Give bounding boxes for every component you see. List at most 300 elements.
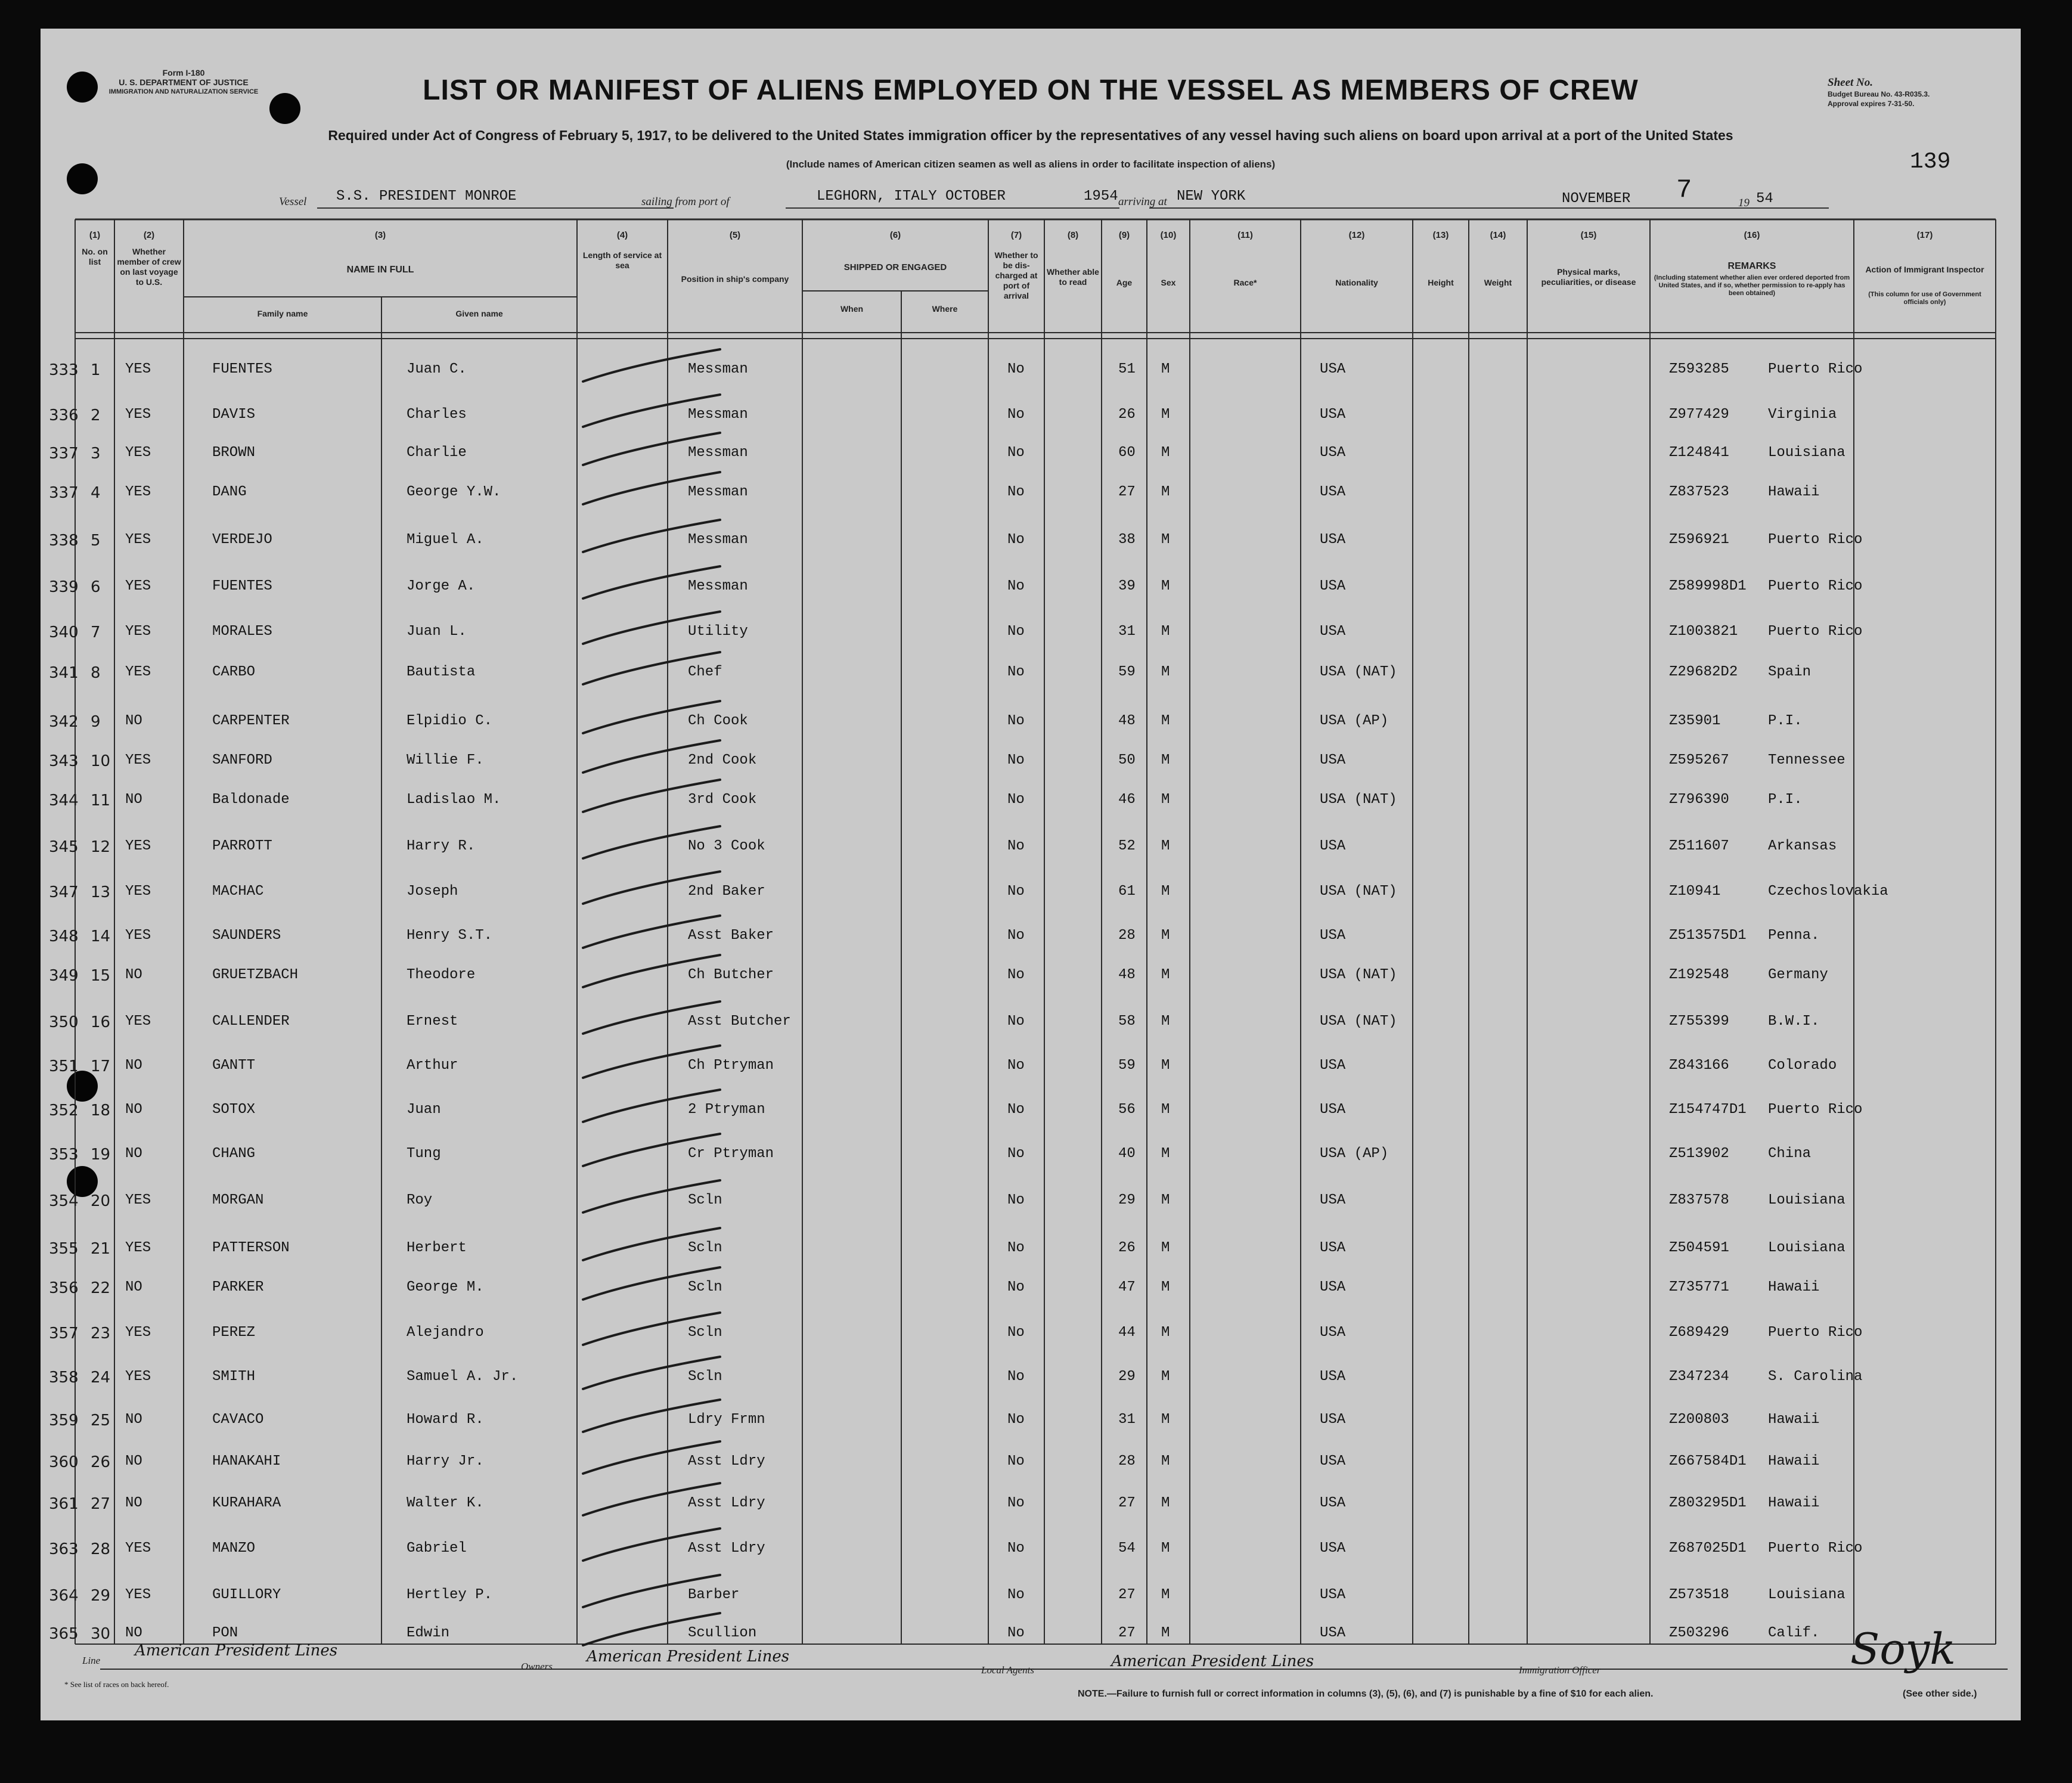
- cell-member: YES: [125, 484, 151, 500]
- cell-sex: M: [1161, 407, 1170, 423]
- cell-nat: USA: [1320, 361, 1346, 377]
- vessel-name: S.S. PRESIDENT MONROE: [336, 188, 517, 204]
- cell-sex: M: [1161, 1058, 1170, 1074]
- cell-family: CARBO: [212, 664, 256, 680]
- table-row: [41, 792, 2021, 810]
- cell-age: 59: [1118, 664, 1136, 680]
- check-mark-icon: [577, 1226, 732, 1267]
- col-number: (6): [889, 230, 901, 240]
- header-given-name: Given name: [455, 309, 503, 318]
- cell-z: Z154747D1: [1669, 1102, 1747, 1118]
- vessel-label: Vessel: [279, 196, 307, 208]
- cell-sex: M: [1161, 624, 1170, 640]
- cell-given: Gabriel: [407, 1540, 467, 1556]
- cell-z: Z667584D1: [1669, 1453, 1747, 1469]
- cell-member: YES: [125, 1325, 151, 1341]
- cell-age: 48: [1118, 713, 1136, 729]
- cell-place: Calif.: [1768, 1625, 1820, 1641]
- col-number: (2): [143, 230, 155, 240]
- cell-place: Czechoslovakia: [1768, 883, 1888, 900]
- cell-member: YES: [125, 752, 151, 768]
- table-row: [41, 532, 2021, 550]
- cell-disch: No: [1007, 1279, 1025, 1295]
- cell-place: Louisiana: [1768, 445, 1845, 461]
- cell-nat: USA: [1320, 1412, 1346, 1428]
- cell-place: Hawaii: [1768, 1412, 1820, 1428]
- cell-family: MORALES: [212, 624, 272, 640]
- cell-z: Z755399: [1669, 1013, 1729, 1030]
- cell-member: YES: [125, 532, 151, 548]
- cell-position: Barber: [688, 1587, 740, 1603]
- table-row: [41, 1192, 2021, 1210]
- cell-age: 44: [1118, 1325, 1136, 1341]
- cell-given: Juan: [407, 1102, 441, 1118]
- cell-age: 27: [1118, 484, 1136, 500]
- cell-age: 60: [1118, 445, 1136, 461]
- budget-bureau: Budget Bureau No. 43-R035.3.: [1828, 90, 1930, 98]
- cell-given: Howard R.: [407, 1412, 484, 1428]
- manifest-document: [41, 29, 2021, 1720]
- table-row: [41, 1013, 2021, 1031]
- cell-disch: No: [1007, 407, 1025, 423]
- cell-disch: No: [1007, 1013, 1025, 1030]
- cell-given: Charles: [407, 407, 467, 423]
- cell-member: NO: [125, 1453, 142, 1469]
- cell-family: PARROTT: [212, 838, 272, 854]
- cell-position: Ch Ptryman: [688, 1058, 774, 1074]
- agents-label: Local Agents: [981, 1664, 1034, 1676]
- see-other-side: (See other side.): [1903, 1689, 1977, 1699]
- cell-position: Cr Ptryman: [688, 1146, 774, 1162]
- cell-nat: USA: [1320, 445, 1346, 461]
- cell-handno: 356: [49, 1279, 79, 1297]
- cell-handno: 337: [49, 445, 79, 463]
- cell-sex: M: [1161, 1453, 1170, 1469]
- col-number: (13): [1432, 230, 1449, 240]
- page-title: LIST OR MANIFEST OF ALIENS EMPLOYED ON THE VESSEL AS MEMBERS OF CREW: [423, 75, 1639, 106]
- check-mark-icon: [577, 1178, 732, 1220]
- col-number: (10): [1160, 230, 1177, 240]
- cell-z: Z29682D2: [1669, 664, 1738, 680]
- cell-disch: No: [1007, 361, 1025, 377]
- sheet-number: 139: [1910, 149, 1951, 175]
- cell-member: NO: [125, 1058, 142, 1074]
- penalty-note: NOTE.—Failure to furnish full or correct information in columns (3), (5), (6), and (7) is punishable by a fine of $10 for each alien.: [1078, 1689, 1654, 1699]
- cell-sex: M: [1161, 1325, 1170, 1341]
- cell-disch: No: [1007, 1240, 1025, 1256]
- cell-no: 6: [91, 578, 101, 596]
- col-number: (3): [374, 230, 386, 240]
- cell-place: P.I.: [1768, 713, 1803, 729]
- cell-nat: USA: [1320, 484, 1346, 500]
- cell-family: MORGAN: [212, 1192, 264, 1208]
- cell-age: 31: [1118, 1412, 1136, 1428]
- col-number: (7): [1010, 230, 1022, 240]
- cell-no: 18: [91, 1102, 111, 1120]
- cell-family: CALLENDER: [212, 1013, 290, 1030]
- cell-z: Z347234: [1669, 1369, 1729, 1385]
- cell-family: GRUETZBACH: [212, 967, 299, 983]
- cell-handno: 336: [49, 407, 79, 424]
- check-mark-icon: [577, 1397, 732, 1439]
- cell-nat: USA (NAT): [1320, 792, 1397, 808]
- table-row: [41, 1369, 2021, 1387]
- cell-no: 2: [91, 407, 101, 424]
- cell-handno: 343: [49, 752, 79, 770]
- cell-sex: M: [1161, 1369, 1170, 1385]
- header-remarks: REMARKS: [1727, 261, 1776, 271]
- check-mark-icon: [577, 1573, 732, 1614]
- cell-nat: USA (NAT): [1320, 883, 1397, 900]
- cell-place: Arkansas: [1768, 838, 1837, 854]
- cell-disch: No: [1007, 445, 1025, 461]
- cell-no: 9: [91, 713, 101, 731]
- cell-disch: No: [1007, 532, 1025, 548]
- cell-position: Messman: [688, 445, 748, 461]
- check-mark-icon: [577, 999, 732, 1041]
- cell-no: 14: [91, 928, 111, 945]
- cell-member: YES: [125, 664, 151, 680]
- cell-place: China: [1768, 1146, 1812, 1162]
- header-height: Height: [1428, 278, 1454, 287]
- cell-age: 54: [1118, 1540, 1136, 1556]
- cell-given: Alejandro: [407, 1325, 484, 1341]
- cell-nat: USA (AP): [1320, 713, 1389, 729]
- cell-given: Harry R.: [407, 838, 476, 854]
- table-row: [41, 928, 2021, 945]
- cell-handno: 338: [49, 532, 79, 550]
- cell-age: 26: [1118, 1240, 1136, 1256]
- cell-nat: USA: [1320, 1540, 1346, 1556]
- check-mark-icon: [577, 1354, 732, 1396]
- header-age: Age: [1116, 278, 1133, 287]
- cell-no: 29: [91, 1587, 111, 1605]
- cell-sex: M: [1161, 664, 1170, 680]
- cell-z: Z593285: [1669, 361, 1729, 377]
- col-number: (15): [1580, 230, 1597, 240]
- cell-position: 3rd Cook: [688, 792, 757, 808]
- cell-position: Scln: [688, 1192, 722, 1208]
- cell-handno: 351: [49, 1058, 79, 1075]
- cell-z: Z504591: [1669, 1240, 1729, 1256]
- cell-nat: USA: [1320, 1369, 1346, 1385]
- cell-handno: 357: [49, 1325, 79, 1342]
- cell-position: Asst Baker: [688, 928, 774, 944]
- cell-member: YES: [125, 1192, 151, 1208]
- cell-given: Edwin: [407, 1625, 450, 1641]
- cell-handno: 342: [49, 713, 79, 731]
- cell-no: 4: [91, 484, 101, 502]
- include-note: (Include names of American citizen seamen as well as aliens in order to facilitate inspection of aliens): [786, 159, 1276, 170]
- cell-no: 20: [91, 1192, 111, 1210]
- cell-handno: 350: [49, 1013, 79, 1031]
- department-name: U. S. DEPARTMENT OF JUSTICE: [119, 77, 249, 87]
- table-row: [41, 1495, 2021, 1513]
- cell-handno: 337: [49, 484, 79, 502]
- header-remarks-note: (Including statement whether alien ever ordered deported from United States, and if so, whether permission to re-apply has been obtained): [1654, 274, 1850, 297]
- arrival-day: 7: [1676, 175, 1692, 205]
- cell-place: S. Carolina: [1768, 1369, 1863, 1385]
- cell-given: Miguel A.: [407, 532, 484, 548]
- cell-position: Messman: [688, 361, 748, 377]
- table-row: [41, 1453, 2021, 1471]
- cell-given: Roy: [407, 1192, 433, 1208]
- cell-position: 2nd Baker: [688, 883, 765, 900]
- cell-handno: 353: [49, 1146, 79, 1164]
- header-sex: Sex: [1161, 278, 1176, 287]
- cell-nat: USA: [1320, 1279, 1346, 1295]
- cell-place: Virginia: [1768, 407, 1837, 423]
- cell-nat: USA: [1320, 407, 1346, 423]
- cell-position: 2nd Cook: [688, 752, 757, 768]
- cell-age: 28: [1118, 1453, 1136, 1469]
- cell-z: Z595267: [1669, 752, 1729, 768]
- col-number: (4): [616, 230, 628, 240]
- cell-disch: No: [1007, 1625, 1025, 1641]
- cell-z: Z843166: [1669, 1058, 1729, 1074]
- cell-sex: M: [1161, 1102, 1170, 1118]
- cell-family: GUILLORY: [212, 1587, 281, 1603]
- table-row: [41, 664, 2021, 682]
- cell-member: YES: [125, 1240, 151, 1256]
- cell-given: Herbert: [407, 1240, 467, 1256]
- cell-age: 29: [1118, 1369, 1136, 1385]
- cell-z: Z192548: [1669, 967, 1729, 983]
- cell-sex: M: [1161, 532, 1170, 548]
- cell-no: 5: [91, 532, 101, 550]
- check-mark-icon: [577, 824, 732, 866]
- cell-member: YES: [125, 578, 151, 594]
- cell-position: Messman: [688, 532, 748, 548]
- officer-signature: Soyk: [1850, 1624, 1956, 1674]
- cell-nat: USA: [1320, 624, 1346, 640]
- cell-position: Messman: [688, 484, 748, 500]
- header-weight: Weight: [1484, 278, 1512, 287]
- cell-handno: 363: [49, 1540, 79, 1558]
- cell-no: 3: [91, 445, 101, 463]
- cell-sex: M: [1161, 361, 1170, 377]
- cell-place: Puerto Rico: [1768, 1102, 1863, 1118]
- cell-family: CHANG: [212, 1146, 256, 1162]
- cell-member: YES: [125, 407, 151, 423]
- table-row: [41, 1279, 2021, 1297]
- cell-no: 7: [91, 624, 101, 641]
- cell-z: Z511607: [1669, 838, 1729, 854]
- cell-no: 22: [91, 1279, 111, 1297]
- cell-handno: 349: [49, 967, 79, 985]
- cell-family: FUENTES: [212, 361, 272, 377]
- cell-no: 21: [91, 1240, 111, 1258]
- header-shipped-or-engaged: SHIPPED OR ENGAGED: [843, 262, 947, 272]
- cell-given: Ernest: [407, 1013, 458, 1030]
- cell-nat: USA: [1320, 838, 1346, 854]
- cell-place: Puerto Rico: [1768, 532, 1863, 548]
- table-row: [41, 1102, 2021, 1120]
- cell-age: 56: [1118, 1102, 1136, 1118]
- col-number: (12): [1348, 230, 1365, 240]
- cell-position: Scln: [688, 1279, 722, 1295]
- cell-age: 38: [1118, 532, 1136, 548]
- cell-disch: No: [1007, 792, 1025, 808]
- table-row: [41, 713, 2021, 731]
- cell-place: Puerto Rico: [1768, 361, 1863, 377]
- cell-no: 11: [91, 792, 111, 810]
- table-row: [41, 967, 2021, 985]
- cell-family: Baldonade: [212, 792, 290, 808]
- cell-member: NO: [125, 1412, 142, 1428]
- cell-sex: M: [1161, 713, 1170, 729]
- cell-family: FUENTES: [212, 578, 272, 594]
- cell-place: P.I.: [1768, 792, 1803, 808]
- cell-disch: No: [1007, 883, 1025, 900]
- table-row: [41, 883, 2021, 901]
- cell-given: Charlie: [407, 445, 467, 461]
- cell-z: Z124841: [1669, 445, 1729, 461]
- cell-given: George M.: [407, 1279, 484, 1295]
- cell-z: Z573518: [1669, 1587, 1729, 1603]
- cell-handno: 352: [49, 1102, 79, 1120]
- col-number: (9): [1118, 230, 1130, 240]
- cell-z: Z687025D1: [1669, 1540, 1747, 1556]
- check-mark-icon: [577, 1439, 732, 1481]
- cell-family: CARPENTER: [212, 713, 290, 729]
- cell-age: 27: [1118, 1625, 1136, 1641]
- table-row: [41, 1240, 2021, 1258]
- sailing-year: 1954: [1084, 188, 1118, 204]
- cell-nat: USA: [1320, 1495, 1346, 1511]
- cell-disch: No: [1007, 928, 1025, 944]
- cell-z: Z735771: [1669, 1279, 1729, 1295]
- check-mark-icon: [577, 1087, 732, 1129]
- cell-place: Penna.: [1768, 928, 1820, 944]
- cell-sex: M: [1161, 1412, 1170, 1428]
- cell-no: 13: [91, 883, 111, 901]
- cell-position: Messman: [688, 578, 748, 594]
- cell-no: 8: [91, 664, 101, 682]
- header-action: Action of Immigrant Inspector: [1865, 265, 1984, 274]
- cell-handno: 361: [49, 1495, 79, 1513]
- agents-value: American President Lines: [1111, 1652, 1314, 1670]
- cell-family: PARKER: [212, 1279, 264, 1295]
- line-label: Line: [82, 1655, 101, 1666]
- check-mark-icon: [577, 953, 732, 994]
- cell-position: Scullion: [688, 1625, 757, 1641]
- cell-member: NO: [125, 1279, 142, 1295]
- cell-given: Bautista: [407, 664, 476, 680]
- cell-nat: USA: [1320, 928, 1346, 944]
- approval-expires: Approval expires 7-31-50.: [1828, 100, 1915, 108]
- cell-given: Walter K.: [407, 1495, 484, 1511]
- table-row: [41, 624, 2021, 641]
- cell-sex: M: [1161, 883, 1170, 900]
- sheet-label: Sheet No.: [1828, 76, 1873, 89]
- line-value: American President Lines: [135, 1642, 338, 1660]
- table-row: [41, 1540, 2021, 1558]
- cell-age: 61: [1118, 883, 1136, 900]
- cell-handno: 365: [49, 1625, 79, 1643]
- header-no-on-list: No. on list: [82, 247, 108, 266]
- cell-handno: 364: [49, 1587, 79, 1605]
- cell-member: YES: [125, 928, 151, 944]
- header-race: Race*: [1233, 278, 1257, 287]
- cell-given: Tung: [407, 1146, 441, 1162]
- cell-sex: M: [1161, 928, 1170, 944]
- cell-age: 52: [1118, 838, 1136, 854]
- cell-disch: No: [1007, 1453, 1025, 1469]
- cell-member: NO: [125, 1495, 142, 1511]
- cell-position: Asst Ldry: [688, 1495, 765, 1511]
- cell-sex: M: [1161, 1587, 1170, 1603]
- header-name-in-full: NAME IN FULL: [346, 265, 414, 275]
- table-row: [41, 1587, 2021, 1605]
- cell-given: Jorge A.: [407, 578, 476, 594]
- cell-place: Puerto Rico: [1768, 624, 1863, 640]
- cell-position: Scln: [688, 1240, 722, 1256]
- cell-nat: USA: [1320, 1587, 1346, 1603]
- cell-handno: 339: [49, 578, 79, 596]
- table-row: [41, 752, 2021, 770]
- cell-handno: 345: [49, 838, 79, 856]
- check-mark-icon: [577, 1131, 732, 1173]
- cell-given: Ladislao M.: [407, 792, 501, 808]
- check-mark-icon: [577, 517, 732, 559]
- cell-no: 30: [91, 1625, 111, 1643]
- cell-family: HANAKAHI: [212, 1453, 281, 1469]
- arriving-label: arriving at: [1118, 196, 1167, 208]
- cell-age: 27: [1118, 1587, 1136, 1603]
- cell-member: YES: [125, 838, 151, 854]
- check-mark-icon: [577, 1526, 732, 1568]
- cell-disch: No: [1007, 1146, 1025, 1162]
- cell-z: Z589998D1: [1669, 578, 1747, 594]
- cell-sex: M: [1161, 792, 1170, 808]
- cell-disch: No: [1007, 752, 1025, 768]
- header-physical-marks: Physical marks, peculiarities, or disease: [1541, 267, 1636, 287]
- check-mark-icon: [577, 347, 732, 389]
- header-member: Whether member of crew on last voyage to U.S.: [117, 247, 181, 287]
- cell-member: NO: [125, 967, 142, 983]
- check-mark-icon: [577, 430, 732, 472]
- cell-z: Z200803: [1669, 1412, 1729, 1428]
- cell-nat: USA: [1320, 1325, 1346, 1341]
- cell-member: YES: [125, 1369, 151, 1385]
- cell-disch: No: [1007, 1495, 1025, 1511]
- cell-nat: USA (AP): [1320, 1146, 1389, 1162]
- table-row: [41, 1058, 2021, 1075]
- cell-position: Scln: [688, 1325, 722, 1341]
- col-number: (5): [729, 230, 741, 240]
- check-mark-icon: [577, 609, 732, 651]
- check-mark-icon: [577, 650, 732, 692]
- cell-disch: No: [1007, 484, 1025, 500]
- check-mark-icon: [577, 470, 732, 511]
- cell-disch: No: [1007, 1412, 1025, 1428]
- check-mark-icon: [577, 869, 732, 911]
- arrival-month: NOVEMBER: [1562, 191, 1631, 207]
- check-mark-icon: [577, 1310, 732, 1352]
- cell-handno: 344: [49, 792, 79, 810]
- cell-z: Z837523: [1669, 484, 1729, 500]
- cell-member: NO: [125, 1146, 142, 1162]
- cell-z: Z35901: [1669, 713, 1721, 729]
- header-action-note: (This column for use of Government officials only): [1868, 291, 1981, 306]
- header-able-to-read: Whether able to read: [1047, 267, 1099, 287]
- arrival-port: NEW YORK: [1177, 188, 1246, 204]
- cell-z: Z596921: [1669, 532, 1729, 548]
- cell-z: Z689429: [1669, 1325, 1729, 1341]
- cell-member: NO: [125, 713, 142, 729]
- cell-place: Hawaii: [1768, 1495, 1820, 1511]
